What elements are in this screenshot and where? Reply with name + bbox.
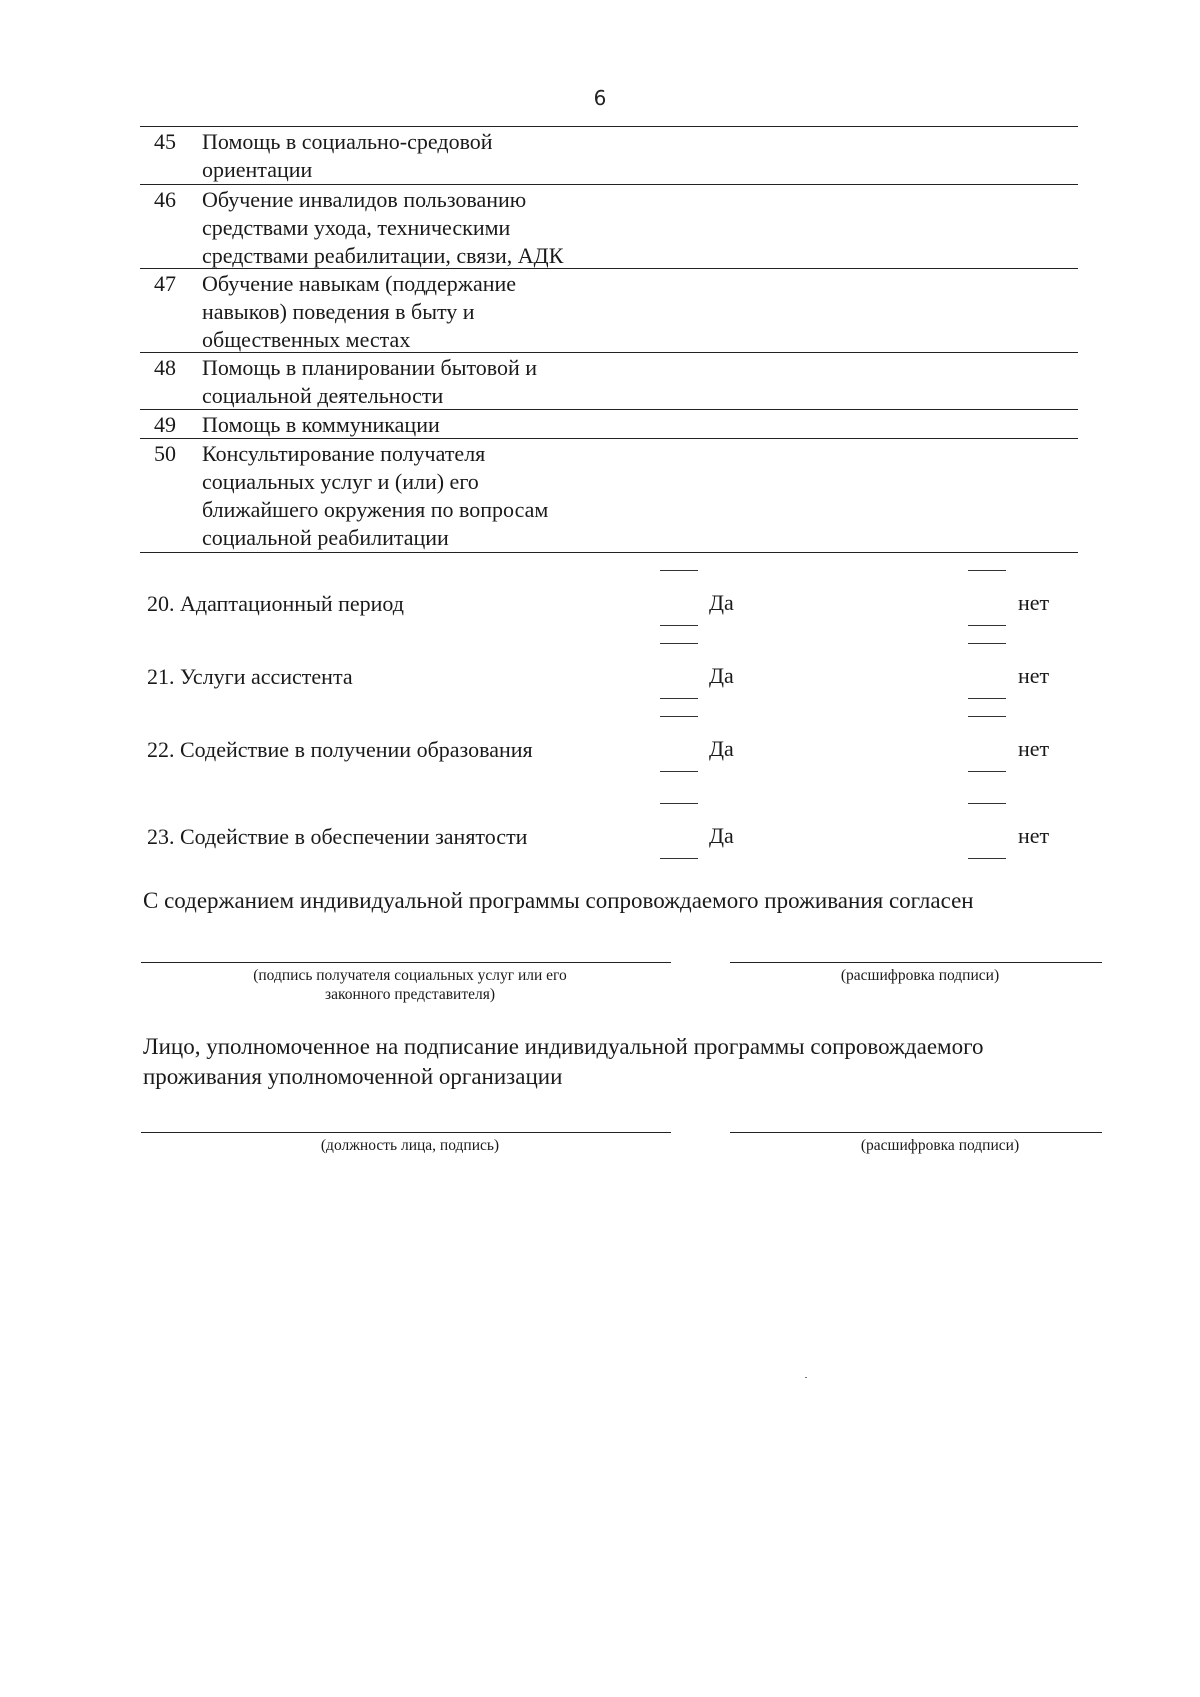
service-number: 45 — [154, 129, 176, 154]
recipient-signature-caption: (подпись получателя социальных услуг или его законного представителя) — [253, 967, 567, 1003]
service-number: 47 — [154, 271, 176, 296]
service-text: Консультирование получателя социальных услуг и (или) его ближайшего окружения по вопросам социальной реабилитации — [202, 441, 549, 550]
no-label: нет — [1018, 736, 1050, 761]
scan-speck — [805, 1377, 807, 1378]
service-number: 50 — [154, 441, 176, 466]
authorized-position-caption: (должность лица, подпись) — [320, 1137, 500, 1154]
service-text: Помощь в социально-средовой ориентации — [202, 129, 493, 182]
no-checkbox[interactable] — [968, 643, 1006, 699]
recipient-decoding-caption: (расшифровка подписи) — [840, 967, 1000, 984]
no-checkbox[interactable] — [968, 803, 1006, 859]
agreement-text: С содержанием индивидуальной программы сопровождаемого проживания согласен — [143, 888, 974, 913]
yes-checkbox[interactable] — [660, 570, 698, 626]
option-label: 22. Содействие в получении образования — [147, 737, 533, 762]
recipient-signature-line[interactable] — [141, 962, 671, 963]
option-label: 21. Услуги ассистента — [147, 664, 353, 689]
yes-label: Да — [709, 823, 734, 848]
no-label: нет — [1018, 663, 1050, 688]
table-row — [140, 353, 1078, 410]
no-checkbox[interactable] — [968, 716, 1006, 772]
no-label: нет — [1018, 823, 1050, 848]
authorized-person-text: Лицо, уполномоченное на подписание индивидуальной программы сопровождаемого проживания уполномоченной организации — [143, 1034, 984, 1089]
authorized-decoding-caption: (расшифровка подписи) — [860, 1137, 1020, 1154]
service-text: Помощь в коммуникации — [202, 412, 440, 437]
service-text: Обучение навыкам (поддержание навыков) поведения в быту и общественных местах — [202, 271, 517, 352]
option-adaptation-period — [0, 570, 1200, 642]
page-number: 6 — [593, 86, 607, 110]
service-number: 46 — [154, 187, 176, 212]
table-row — [140, 410, 1078, 439]
yes-checkbox[interactable] — [660, 643, 698, 699]
option-assistant-services — [0, 643, 1200, 715]
service-text: Помощь в планировании бытовой и социальной деятельности — [202, 355, 538, 408]
option-education-assistance — [0, 716, 1200, 788]
authorized-signature-line[interactable] — [141, 1132, 671, 1133]
yes-label: Да — [709, 663, 734, 688]
recipient-decoding-line[interactable] — [730, 962, 1102, 963]
authorized-decoding-line[interactable] — [730, 1132, 1102, 1133]
yes-label: Да — [709, 590, 734, 615]
service-number: 49 — [154, 412, 176, 437]
services-table — [140, 126, 1078, 553]
yes-label: Да — [709, 736, 734, 761]
option-employment-assistance — [0, 803, 1200, 875]
service-text: Обучение инвалидов пользованию средствами ухода, техническими средствами реабилитации, связи, АДК — [202, 187, 564, 268]
yes-checkbox[interactable] — [660, 803, 698, 859]
table-row — [140, 439, 1078, 553]
no-label: нет — [1018, 590, 1050, 615]
option-label: 20. Адаптационный период — [147, 591, 404, 616]
yes-checkbox[interactable] — [660, 716, 698, 772]
option-label: 23. Содействие в обеспечении занятости — [147, 824, 528, 849]
no-checkbox[interactable] — [968, 570, 1006, 626]
table-row — [140, 185, 1078, 269]
table-row — [140, 127, 1078, 185]
service-number: 48 — [154, 355, 176, 380]
table-row — [140, 269, 1078, 353]
